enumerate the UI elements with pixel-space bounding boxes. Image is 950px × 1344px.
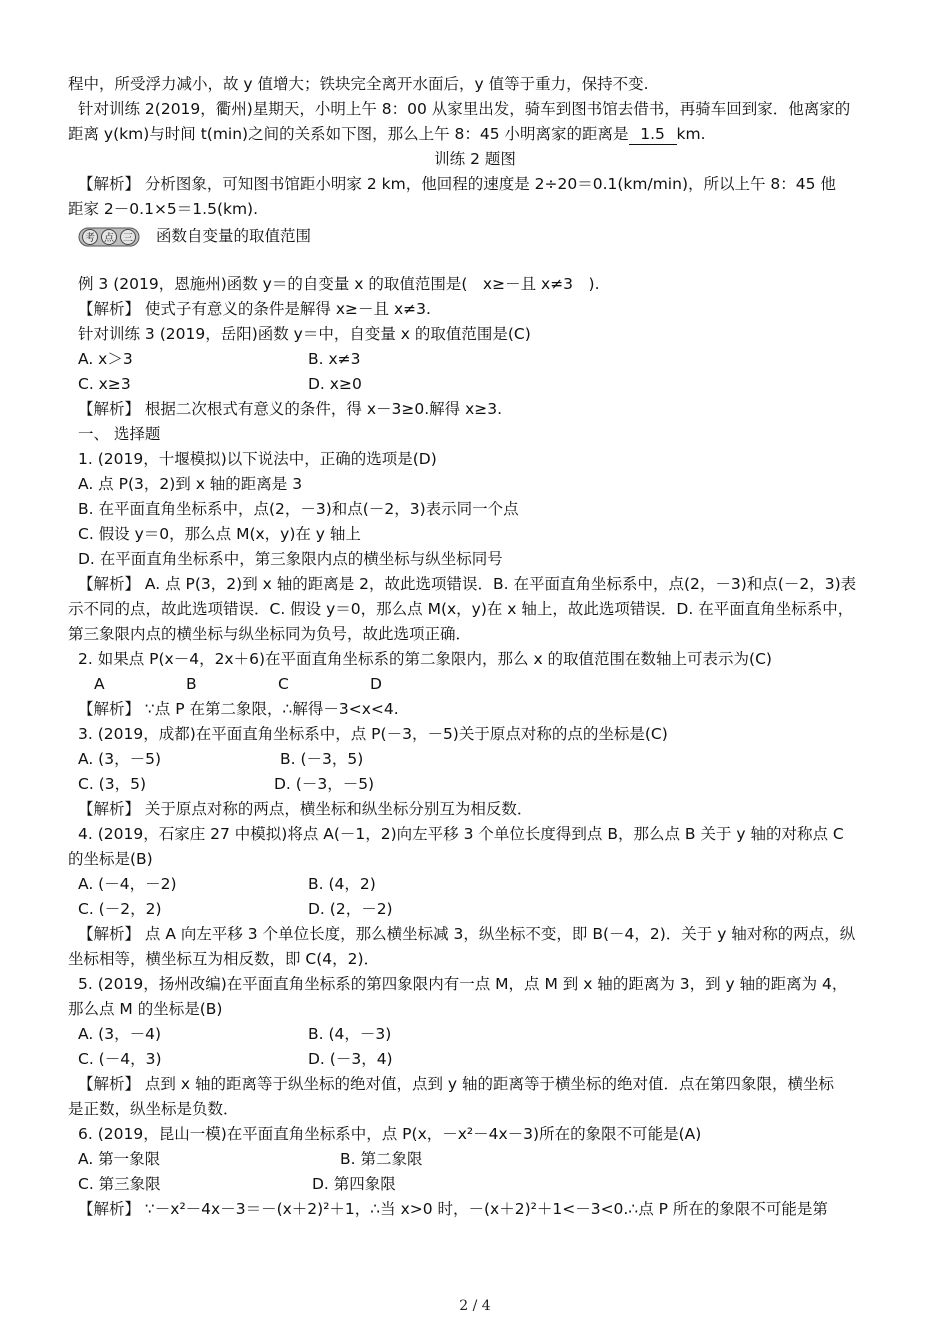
option: B. 第二象限 (340, 1150, 423, 1168)
badge-icon (78, 227, 140, 247)
option: D. 第四象限 (312, 1175, 396, 1193)
figure-labels (94, 674, 462, 694)
question-line: 4. (2019，石家庄 27 中模拟)将点 A(－1，2)向左平移 3 个单位长度得到点 B，那么点 B 关于 y 轴的对称点 C (78, 825, 844, 843)
figure-caption: 训练 2 题图 (434, 150, 516, 168)
figure-label: D (370, 675, 382, 693)
option: D. x≥0 (308, 375, 362, 393)
analysis-line: 【解析】 使式子有意义的条件是解得 x≥－且 x≠3. (78, 300, 431, 318)
example-question: 例 3 (2019，恩施州)函数 y＝的自变量 x 的取值范围是( x≥－且 x≠3 ). (78, 275, 600, 293)
option: A. (－4，－2) (78, 875, 177, 893)
option-row (78, 1024, 392, 1044)
section-title: 函数自变量的取值范围 (156, 227, 312, 245)
section-heading: 一、 选择题 (78, 425, 161, 443)
analysis-line: 【解析】 ∵点 P 在第二象限，∴解得－3<x<4. (78, 700, 399, 718)
option: D. 在平面直角坐标系中，第三象限内点的横坐标与纵坐标同号 (78, 550, 503, 568)
option: A. 第一象限 (78, 1150, 161, 1168)
option: A. (3，－5) (78, 750, 162, 768)
question-line: 6. (2019，昆山一模)在平面直角坐标系中，点 P(x，－x²－4x－3)所在的象限不可能是(A) (78, 1125, 702, 1143)
badge-char: 三 (123, 232, 133, 244)
question-line: 5. (2019，扬州改编)在平面直角坐标系的第四象限内有一点 M，点 M 到 x 轴的距离为 3，到 y 轴的距离为 4， (78, 975, 848, 993)
option-row (78, 1174, 396, 1194)
option: A. 点 P(3，2)到 x 轴的距离是 3 (78, 475, 303, 493)
badge-char: 考 (85, 232, 95, 244)
option: C. x≥3 (78, 375, 131, 393)
option: C. (3，5) (78, 775, 146, 793)
analysis-line: 【解析】 ∵－x²－4x－3＝－(x＋2)²＋1，∴当 x>0 时，－(x＋2)²＋1<－3<0.∴点 P 所在的象限不可能是第 (78, 1200, 828, 1218)
question-line: 针对训练 3 (2019，岳阳)函数 y＝中，自变量 x 的取值范围是(C) (78, 325, 531, 343)
option-row (78, 1049, 393, 1069)
analysis-line: 【解析】 A. 点 P(3，2)到 x 轴的距离是 2，故此选项错误．B. 在平面直角坐标系中，点(2，－3)和点(－2，3)表 (78, 575, 857, 593)
analysis-line: 【解析】 分析图象，可知图书馆距小明家 2 km，他回程的速度是 2÷20＝0.1(km/min)，所以上午 8：45 他 (78, 175, 836, 193)
option: B. (4，2) (308, 875, 376, 893)
option-row (78, 374, 362, 394)
question-line: 那么点 M 的坐标是(B) (68, 1000, 223, 1018)
option: C. 假设 y＝0，那么点 M(x，y)在 y 轴上 (78, 525, 361, 543)
question-line: 1. (2019，十堰模拟)以下说法中，正确的选项是(D) (78, 450, 437, 468)
text-segment: 距离 y(km)与时间 t(min)之间的关系如下图，那么上午 8：45 小明离家的距离是 (68, 125, 629, 143)
option-row (78, 349, 361, 369)
analysis-line: 是正数，纵坐标是负数． (68, 1100, 239, 1118)
text-line: 距家 2－0.1×5＝1.5(km). (68, 200, 259, 218)
option-row (78, 774, 375, 794)
option: C. (－2，2) (78, 900, 162, 918)
question-line: 2. 如果点 P(x－4，2x＋6)在平面直角坐标系的第二象限内，那么 x 的取值范围在数轴上可表示为(C) (78, 650, 772, 668)
question-line: 的坐标是(B) (68, 850, 153, 868)
analysis-line: 【解析】 根据二次根式有意义的条件，得 x－3≥0.解得 x≥3. (78, 400, 503, 418)
option: C. 第三象限 (78, 1175, 161, 1193)
option: D. (2，－2) (308, 900, 393, 918)
analysis-line: 【解析】 关于原点对称的两点，横坐标和纵坐标分别互为相反数． (78, 800, 533, 818)
option-row (78, 1149, 423, 1169)
answer-blank: 1.5 (629, 124, 677, 145)
question-line: 3. (2019，成都)在平面直角坐标系中，点 P(－3，－5)关于原点对称的点的坐标是(C) (78, 725, 668, 743)
section-badge (78, 227, 140, 247)
analysis-line: 【解析】 点 A 向左平移 3 个单位长度，那么横坐标减 3，纵坐标不变，即 B(－4，2)．关于 y 轴对称的两点，纵 (78, 925, 856, 943)
analysis-line: 第三象限内点的横坐标与纵坐标同为负号，故此选项正确． (68, 625, 472, 643)
option: B. (－3，5) (280, 750, 364, 768)
page-number: 2 / 4 (459, 1298, 491, 1314)
text-line (68, 124, 706, 145)
option-row (78, 874, 376, 894)
text-line: 程中，所受浮力减小，故 y 值增大；铁块完全离开水面后，y 值等于重力，保持不变. (68, 75, 649, 93)
option: A. x＞3 (78, 350, 133, 368)
analysis-line: 【解析】 点到 x 轴的距离等于纵坐标的绝对值，点到 y 轴的距离等于横坐标的绝对值．点在第四象限，横坐标 (78, 1075, 834, 1093)
option: C. (－4，3) (78, 1050, 162, 1068)
option-row (78, 899, 393, 919)
figure-label: B (186, 675, 197, 693)
option: A. (3，－4) (78, 1025, 162, 1043)
option: B. (4，－3) (308, 1025, 392, 1043)
analysis-line: 坐标相等，横坐标互为相反数，即 C(4，2)． (68, 950, 380, 968)
figure-label: A (94, 675, 105, 693)
analysis-line: 示不同的点，故此选项错误．C. 假设 y＝0，那么点 M(x，y)在 x 轴上，故此选项错误．D. 在平面直角坐标系中， (68, 600, 854, 618)
section-heading (78, 224, 311, 248)
option-row (78, 749, 364, 769)
figure-label: C (278, 675, 289, 693)
option: D. (－3，－5) (274, 775, 375, 793)
text-segment: km. (676, 125, 706, 143)
badge-char: 点 (104, 232, 114, 244)
option: D. (－3，4) (308, 1050, 393, 1068)
option: B. 在平面直角坐标系中，点(2，－3)和点(－2，3)表示同一个点 (78, 500, 519, 518)
option: B. x≠3 (308, 350, 361, 368)
text-line: 针对训练 2(2019，衢州)星期天，小明上午 8：00 从家里出发，骑车到图书馆去借书，再骑车回到家．他离家的 (78, 100, 851, 118)
